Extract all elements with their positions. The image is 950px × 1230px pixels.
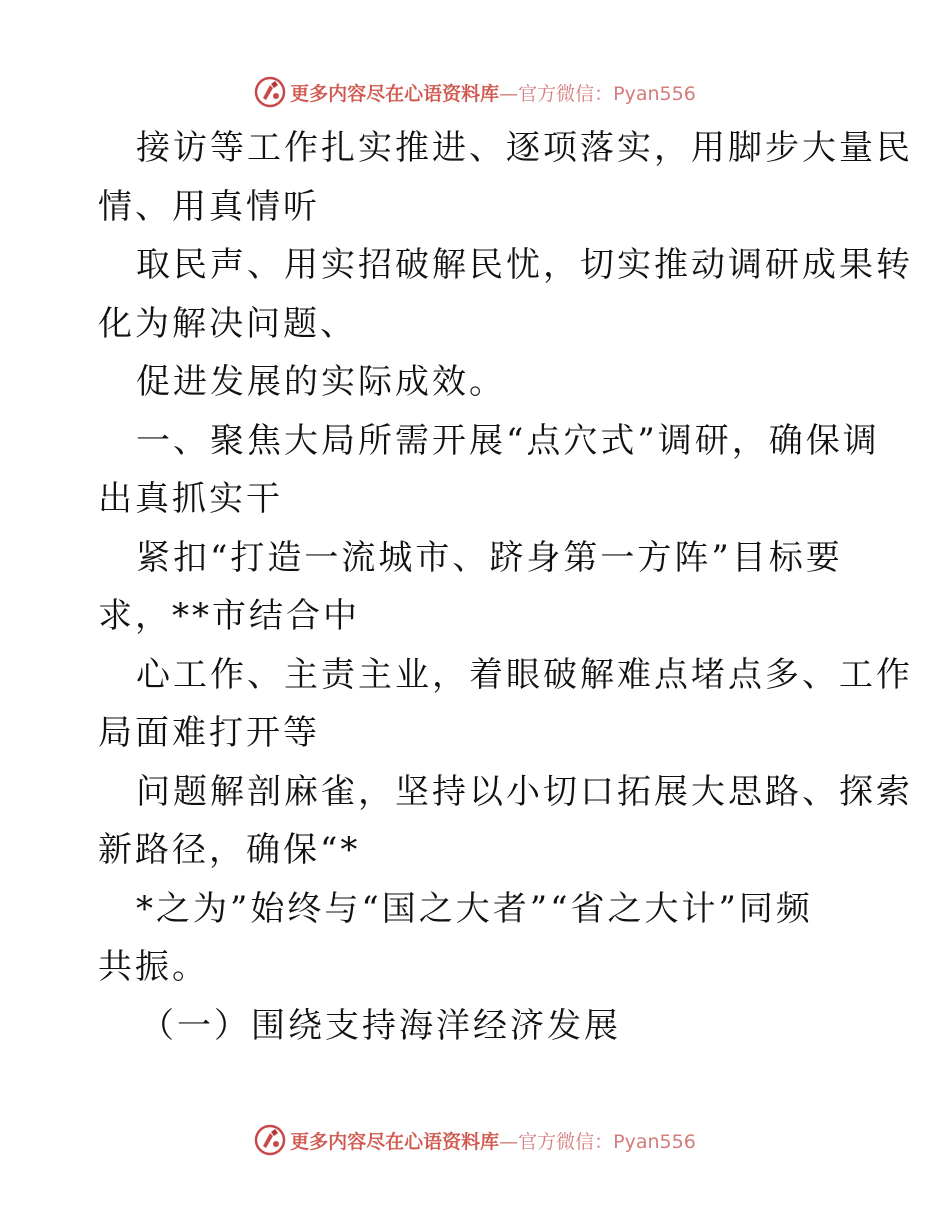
document-body xyxy=(98,119,913,1055)
watermark-text xyxy=(290,1127,696,1154)
body-line: 取民声、用实招破解民忧，切实推动调研成果转 xyxy=(136,245,913,285)
body-line: 问题解剖麻雀，坚持以小切口拓展大思路、探索 xyxy=(136,771,913,812)
body-line: 情、用真情听 xyxy=(98,186,320,227)
body-line: 促进发展的实际成效。 xyxy=(136,362,506,402)
watermark-site: 更多内容尽在心语资料库 xyxy=(290,1130,500,1153)
body-line: 共振。 xyxy=(98,947,209,987)
section-heading: 一、聚焦大局所需开展“点穴式”调研，确保调 xyxy=(136,420,880,461)
watermark-contact: 官方微信：Pyan556 xyxy=(518,82,696,105)
watermark-text xyxy=(290,79,696,106)
watermark-contact: 官方微信：Pyan556 xyxy=(518,1130,696,1153)
section-heading-cont: 出真抓实干 xyxy=(98,479,283,519)
body-line: 接访等工作扎实推进、逐项落实，用脚步大量民 xyxy=(136,128,913,168)
footer-watermark xyxy=(0,1120,950,1160)
body-line: 化为解决问题、 xyxy=(98,303,357,344)
subsection-heading: （一）围绕支持海洋经济发展 xyxy=(140,1005,621,1046)
header-watermark xyxy=(0,72,950,112)
body-line: 紧扣“打造一流城市、跻身第一方阵”目标要 xyxy=(136,537,843,578)
body-line: *之为”始终与“国之大者”“省之大计”同频 xyxy=(136,888,813,929)
logo-icon xyxy=(254,76,286,108)
body-line: 心工作、主责主业，着眼破解难点堵点多、工作 xyxy=(136,654,913,695)
watermark-site: 更多内容尽在心语资料库 xyxy=(290,82,500,105)
watermark-dash: — xyxy=(499,82,519,105)
body-line: 局面难打开等 xyxy=(98,713,320,753)
body-line: 新路径，确保“* xyxy=(98,830,361,870)
body-line: 求，**市结合中 xyxy=(98,596,360,636)
logo-icon xyxy=(254,1124,286,1156)
watermark-dash: — xyxy=(499,1130,519,1153)
